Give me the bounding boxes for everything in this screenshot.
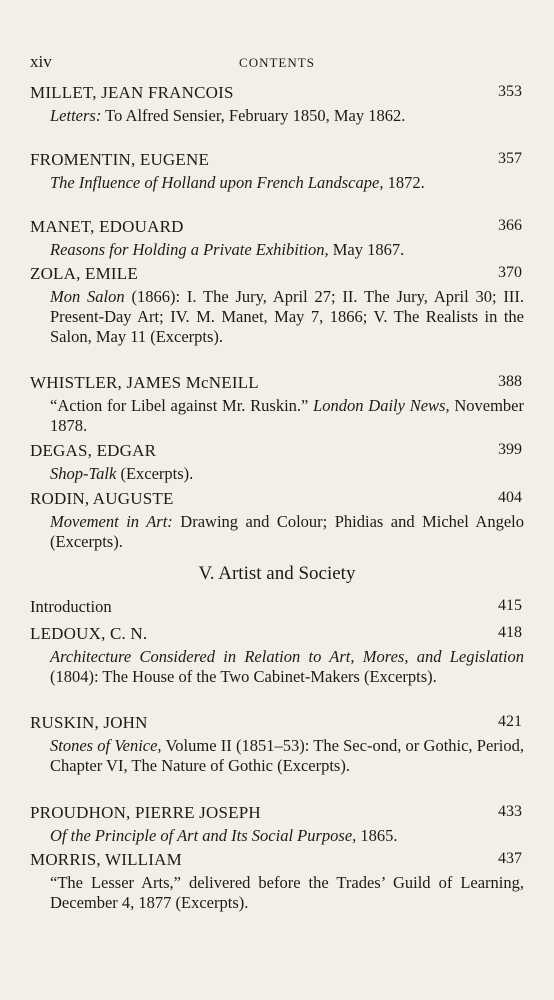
entry-page: 370 xyxy=(498,264,522,281)
toc-entry xyxy=(30,150,524,193)
toc-entry xyxy=(30,441,524,484)
entry-author: MANET, EDOUARD xyxy=(30,217,184,236)
toc-entry xyxy=(30,713,524,776)
entry-page: 353 xyxy=(498,83,522,100)
entry-author: RUSKIN, JOHN xyxy=(30,713,148,732)
entry-description: Mon Salon (1866): I. The Jury, April 27; II. The Jury, April 30; III. Present-Day Art; IV. M. Manet, May 7, 1866; V. The Realists in the Salon, May 11 (Excerpts). xyxy=(50,287,524,346)
toc-entry xyxy=(30,624,524,687)
entry-page: 399 xyxy=(498,441,522,458)
entry-author: DEGAS, EDGAR xyxy=(30,441,157,460)
entry-author: RODIN, AUGUSTE xyxy=(30,489,174,508)
toc-entry xyxy=(30,373,524,436)
entry-author: PROUDHON, PIERRE JOSEPH xyxy=(30,803,261,822)
entry-description: “Action for Libel against Mr. Ruskin.” London Daily News, November 1878. xyxy=(50,396,524,435)
page-number: xiv xyxy=(30,52,52,71)
entry-author: MILLET, JEAN FRANCOIS xyxy=(30,83,234,102)
entry-description: “The Lesser Arts,” delivered before the Trades’ Guild of Learning, December 4, 1877 (Excerpts). xyxy=(50,873,524,912)
entry-page: 366 xyxy=(498,217,522,234)
introduction-page: 415 xyxy=(498,597,522,614)
entry-author: LEDOUX, C. N. xyxy=(30,624,148,643)
entry-page: 357 xyxy=(498,150,522,167)
entry-description: Architecture Considered in Relation to Art, Mores, and Legislation (1804): The House of the Two Cabinet-Makers (Excerpts). xyxy=(50,647,524,686)
entry-author: FROMENTIN, EUGENE xyxy=(30,150,210,169)
toc-entry xyxy=(30,489,524,552)
entry-description: Stones of Venice, Volume II (1851–53): The Sec-ond, or Gothic, Period, Chapter VI, The Nature of Gothic (Excerpts). xyxy=(50,736,524,775)
running-title: CONTENTS xyxy=(239,55,315,70)
toc-entry xyxy=(30,83,524,126)
entry-page: 433 xyxy=(498,803,522,820)
entry-page: 437 xyxy=(498,850,522,867)
toc-entry xyxy=(30,217,524,260)
entry-author: MORRIS, WILLIAM xyxy=(30,850,182,869)
entry-page: 388 xyxy=(498,373,522,390)
toc-entry xyxy=(30,850,524,913)
entry-description: Of the Principle of Art and Its Social Purpose, 1865. xyxy=(50,826,398,845)
entry-page: 404 xyxy=(498,489,522,506)
entry-description: Movement in Art: Drawing and Colour; Phidias and Michel Angelo (Excerpts). xyxy=(50,512,524,551)
running-head xyxy=(30,52,524,74)
introduction-label: Introduction xyxy=(30,597,112,616)
entry-page: 418 xyxy=(498,624,522,641)
toc-entry xyxy=(30,803,524,846)
entry-author: WHISTLER, JAMES McNEILL xyxy=(30,373,259,392)
entry-page: 421 xyxy=(498,713,522,730)
entry-description: Shop-Talk (Excerpts). xyxy=(50,464,194,483)
section-heading: V. Artist and Society xyxy=(198,563,356,584)
entry-description: Letters: To Alfred Sensier, February 1850, May 1862. xyxy=(50,106,406,125)
entry-author: ZOLA, EMILE xyxy=(30,264,138,283)
entry-description: Reasons for Holding a Private Exhibition, May 1867. xyxy=(50,240,405,259)
section-introduction xyxy=(30,597,524,619)
entry-description: The Influence of Holland upon French Landscape, 1872. xyxy=(50,173,425,192)
toc-entry xyxy=(30,264,524,347)
